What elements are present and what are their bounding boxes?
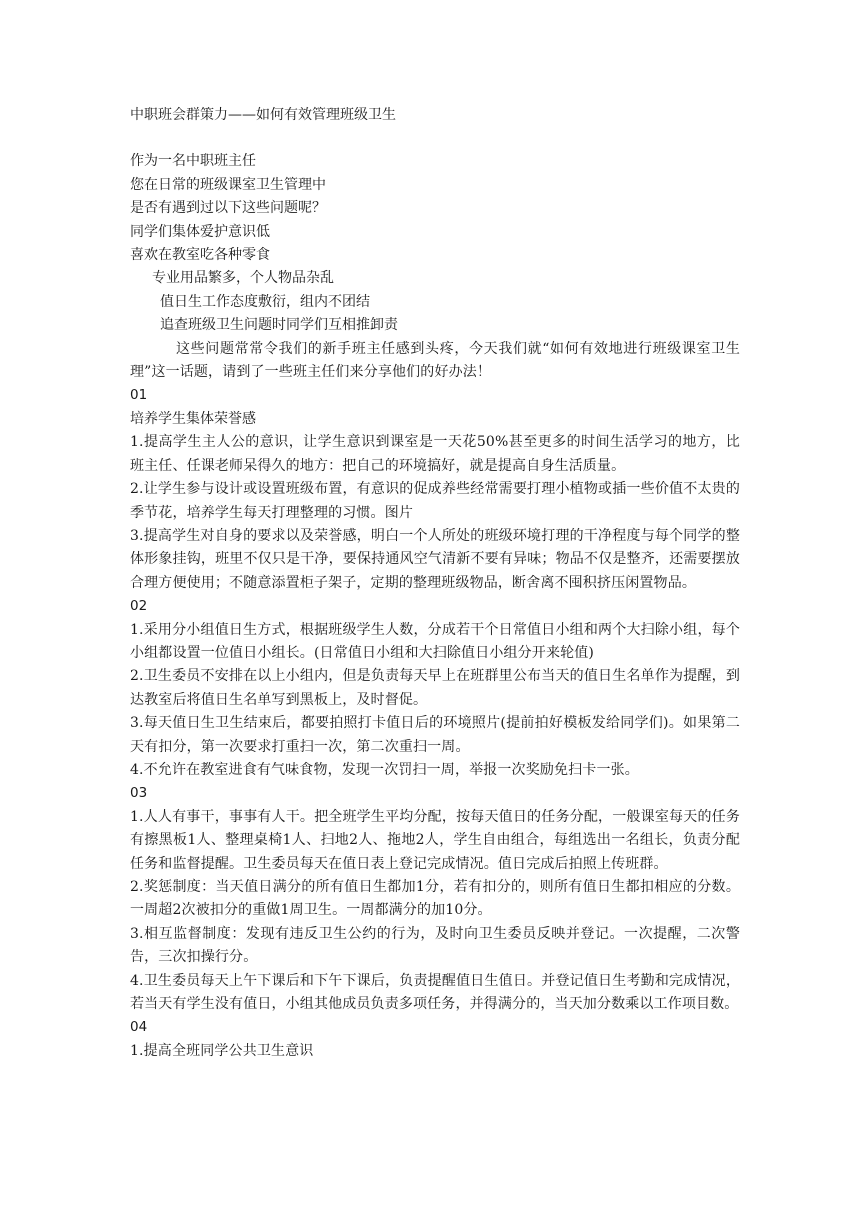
document-page	[130, 104, 740, 1063]
section-number: 04	[130, 1019, 148, 1036]
intro-line: 您在日常的班级课室卫生管理中	[130, 176, 326, 193]
section-item: 4.卫生委员每天上午下课后和下午下课后，负责提醒值日生值日。并登记值日生考勤和完成情况，若当天有学生没有值日，小组其他成员负责多项任务，并得满分的，当天加分数乘以工作项目数。	[130, 972, 740, 1013]
section-item: 2.卫生委员不安排在以上小组内，但是负责每天早上在班群里公布当天的值日生名单作为提醒，到达教室后将值日生名单写到黑板上，及时督促。	[130, 668, 740, 708]
section-number: 01	[130, 387, 148, 404]
section-heading: 培养学生集体荣誉感	[130, 410, 256, 427]
intro-line: 同学们集体爱护意识低	[130, 223, 270, 240]
problem-line: 追查班级卫生问题时同学们互相推卸责	[160, 317, 398, 334]
section-item: 2.让学生参与设计或设置班级布置，有意识的促成养些经常需要打理小植物或插一些价值不太贵的季节花，培养学生每天打理整理的习惯。图片	[130, 481, 740, 521]
section-item: 1.提高学生主人公的意识，让学生意识到课室是一天花50%甚至更多的时间生活学习的地方，比班主任、任课老师呆得久的地方：把自己的环境搞好，就是提高自身生活质量。	[130, 434, 740, 474]
section-item: 2.奖惩制度：当天值日满分的所有值日生都加1分，若有扣分的，则所有值日生都扣相应的分数。一周超2次被扣分的重做1周卫生。一周都满分的加10分。	[130, 879, 740, 919]
section-item: 3.相互监督制度：发现有违反卫生公约的行为，及时向卫生委员反映并登记。一次提醒，二次警告，三次扣操行分。	[130, 925, 740, 966]
section-number: 02	[130, 598, 148, 615]
problem-line: 值日生工作态度敷衍，组内不团结	[160, 293, 370, 310]
problem-line: 专业用品繁多，个人物品杂乱	[152, 270, 334, 287]
intro-line: 是否有遇到过以下这些问题呢？	[130, 200, 326, 217]
intro-line: 作为一名中职班主任	[130, 153, 256, 170]
section-item: 1.提高全班同学公共卫生意识	[130, 1042, 314, 1059]
section-item: 4.不允许在教室进食有气味食物，发现一次罚扫一周，举报一次奖励免扫卡一张。	[130, 761, 639, 778]
section-item: 1.采用分小组值日生方式，根据班级学生人数，分成若干个日常值日小组和两个大扫除小组，每个小组都设置一位值日小组长。(日常值日小组和大扫除值日小组分开来轮值)	[130, 621, 740, 661]
section-item: 3.提高学生对自身的要求以及荣誉感，明白一个人所处的班级环境打理的干净程度与每个同学的整体形象挂钩，班里不仅只是干净，要保持通风空气清新不要有异味；物品不仅是整齐，还需要摆放合理方便使用；不随意添置柜子架子，定期的整理班级物品，断舍离不囤积挤压闲置物品。	[130, 527, 740, 591]
document-title: 中职班会群策力——如何有效管理班级卫生	[130, 107, 396, 123]
section-number: 03	[130, 785, 148, 802]
section-item: 1.人人有事干，事事有人干。把全班学生平均分配，按每天值日的任务分配，一般课室每天的任务有擦黑板1人、整理桌椅1人、扫地2人、拖地2人，学生自由组合，每组选出一名组长，负责分配任务和监督提醒。卫生委员每天在值日表上登记完成情况。值日完成后拍照上传班群。	[130, 808, 740, 872]
lead-paragraph: 这些问题常常令我们的新手班主任感到头疼，今天我们就“如何有效地进行班级课室卫生理”这一话题，请到了一些班主任们来分享他们的好办法！	[130, 340, 740, 381]
intro-line: 喜欢在教室吃各种零食	[130, 247, 270, 264]
section-item: 3.每天值日生卫生结束后，都要拍照打卡值日后的环境照片(提前拍好模板发给同学们)。如果第二天有扣分，第一次要求打重扫一次，第二次重扫一周。	[130, 715, 740, 755]
